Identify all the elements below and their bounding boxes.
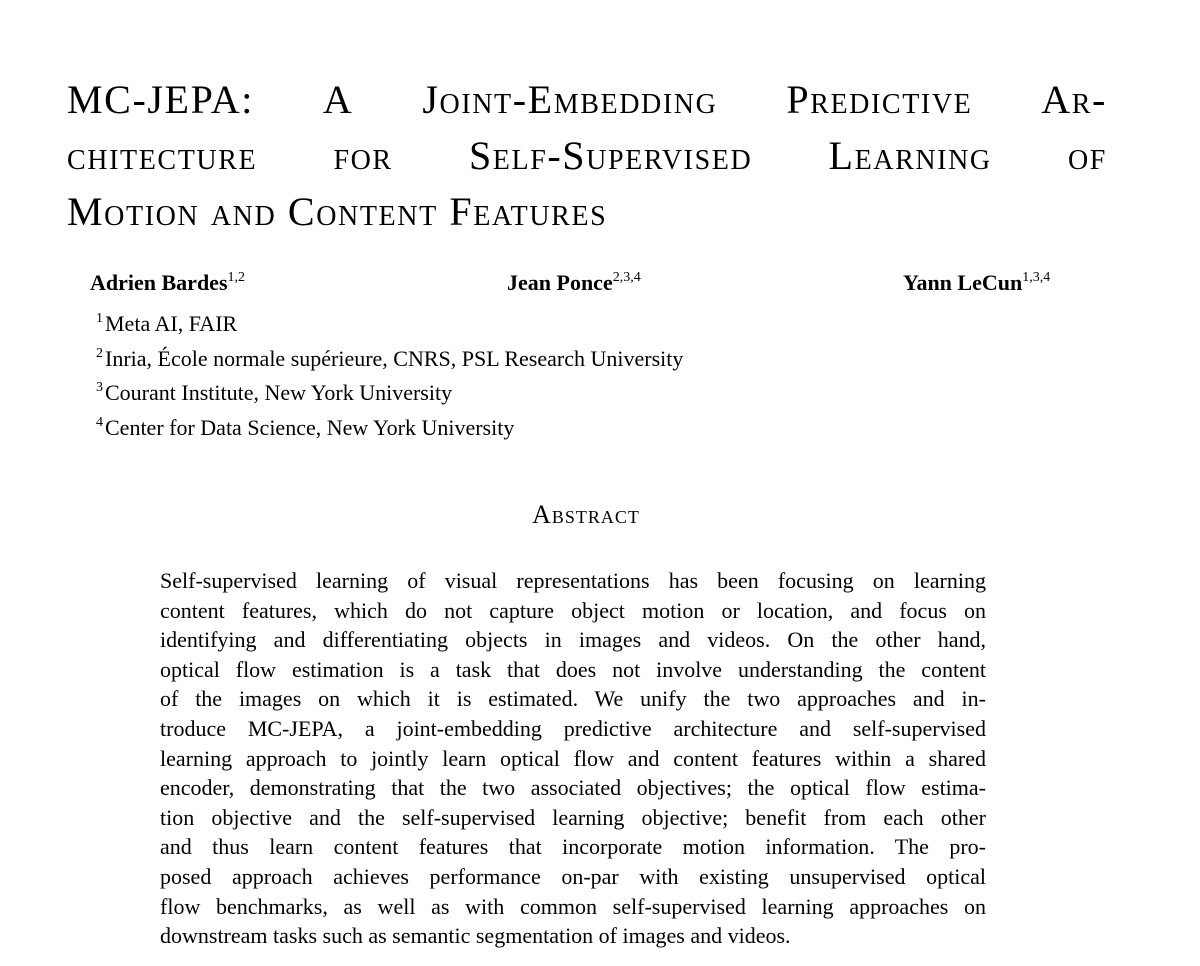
abstract-line: posed approach achieves performance on-par with existing unsupervised optical [160, 863, 986, 889]
title-word: for [333, 133, 393, 178]
author-name: Yann LeCun [903, 270, 1023, 295]
author-list [90, 270, 1090, 304]
affiliation-number: 4 [96, 414, 103, 430]
abstract-line: flow benchmarks, as well as with common self-supervised learning approaches on [160, 893, 986, 919]
title-line-2 [67, 128, 1107, 184]
affiliation-text: Meta AI, FAIR [105, 311, 238, 336]
title-word: Ar- [1041, 77, 1107, 122]
author-affiliation-marks: 1,3,4 [1022, 270, 1051, 285]
abstract-line: and thus learn content features that incorporate motion information. The pro- [160, 834, 986, 860]
affiliation-number: 1 [96, 311, 103, 326]
title-word: MC-JEPA: [67, 77, 254, 122]
abstract-line: content features, which do not capture object motion or location, and focus on [160, 597, 986, 623]
title-word: Predictive [786, 77, 973, 122]
author-ponce [507, 270, 641, 296]
affiliation-2 [96, 339, 683, 374]
affiliation-text: Courant Institute, New York University [105, 380, 453, 405]
abstract-line: troduce MC-JEPA, a joint-embedding predictive architecture and self-supervised [160, 715, 986, 741]
abstract-line: tion objective and the self-supervised learning objective; benefit from each other [160, 804, 986, 830]
abstract-line: of the images on which it is estimated. We unify the two approaches and in- [160, 686, 986, 712]
author-name: Adrien Bardes [90, 270, 228, 295]
title-word: of [1067, 133, 1107, 178]
affiliation-number: 2 [96, 345, 103, 361]
abstract-line: learning approach to jointly learn optical flow and content features within a shared [160, 745, 986, 771]
title-word: A [322, 77, 354, 122]
affiliation-3 [96, 373, 683, 408]
author-lecun [903, 270, 1050, 296]
author-bardes [90, 270, 245, 296]
paper-title [67, 72, 1127, 240]
title-word: Learning [828, 133, 992, 178]
affiliation-number: 3 [96, 380, 103, 395]
title-word: chitecture [67, 133, 258, 178]
affiliation-list [96, 304, 683, 442]
affiliation-4 [96, 408, 683, 443]
title-word: Joint-Embedding [422, 77, 718, 122]
affiliation-text: Center for Data Science, New York University [105, 414, 515, 440]
abstract-line: downstream tasks such as semantic segmentation of images and videos. [160, 923, 791, 949]
title-line-1 [67, 72, 1107, 128]
author-name: Jean Ponce [507, 270, 613, 295]
abstract-body [160, 566, 986, 951]
abstract-line: optical flow estimation is a task that does not involve understanding the content [160, 656, 986, 682]
title-word: Motion and Content Features [67, 189, 608, 234]
author-affiliation-marks: 2,3,4 [612, 270, 641, 285]
abstract-heading: Abstract [532, 500, 640, 529]
abstract-line: Self-supervised learning of visual representations has been focusing on learning [160, 568, 986, 593]
affiliation-text: Inria, École normale supérieure, CNRS, PSL Research University [105, 345, 684, 371]
author-affiliation-marks: 1,2 [227, 270, 245, 285]
affiliation-1 [96, 304, 683, 339]
abstract-line: identifying and differentiating objects in images and videos. On the other hand, [160, 627, 986, 653]
title-word: Self-Supervised [468, 133, 753, 178]
title-line-3 [67, 184, 1127, 240]
abstract-line: encoder, demonstrating that the two associated objectives; the optical flow estima- [160, 775, 986, 801]
